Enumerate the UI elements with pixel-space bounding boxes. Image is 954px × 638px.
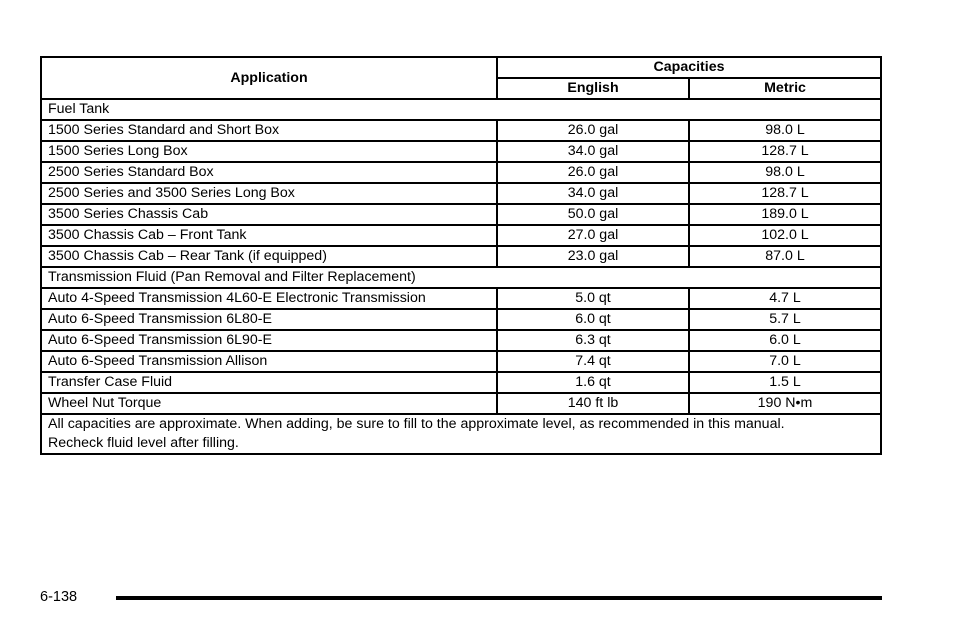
row-metric: 7.0 L <box>689 351 881 372</box>
row-english: 26.0 gal <box>497 120 689 141</box>
row-english: 23.0 gal <box>497 246 689 267</box>
section-row-fuel-tank <box>41 99 881 120</box>
row-english: 7.4 qt <box>497 351 689 372</box>
table-row <box>41 162 881 183</box>
table-row <box>41 141 881 162</box>
row-metric: 128.7 L <box>689 141 881 162</box>
table-row <box>41 288 881 309</box>
table-row <box>41 204 881 225</box>
page-number: 6-138 <box>40 589 78 605</box>
row-metric: 190 N•m <box>689 393 881 414</box>
row-name: 3500 Chassis Cab – Rear Tank (if equipped) <box>41 246 497 267</box>
section-label: Transmission Fluid (Pan Removal and Filter Replacement) <box>41 267 881 288</box>
capacities-note <box>41 414 881 454</box>
row-english: 50.0 gal <box>497 204 689 225</box>
table-row <box>41 246 881 267</box>
row-name: 1500 Series Standard and Short Box <box>41 120 497 141</box>
header-english: English <box>497 78 689 99</box>
table-row <box>41 330 881 351</box>
row-metric: 128.7 L <box>689 183 881 204</box>
header-row-top <box>41 57 881 78</box>
row-name: Auto 6-Speed Transmission 6L90-E <box>41 330 497 351</box>
row-name: 3500 Chassis Cab – Front Tank <box>41 225 497 246</box>
header-capacities: Capacities <box>497 57 881 78</box>
capacities-table <box>40 56 882 455</box>
table-row <box>41 120 881 141</box>
table-row-transfer-case <box>41 372 881 393</box>
row-english: 140 ft lb <box>497 393 689 414</box>
row-metric: 98.0 L <box>689 120 881 141</box>
table-row <box>41 309 881 330</box>
row-english: 5.0 qt <box>497 288 689 309</box>
row-metric: 87.0 L <box>689 246 881 267</box>
row-name: Transfer Case Fluid <box>41 372 497 393</box>
row-name: 2500 Series and 3500 Series Long Box <box>41 183 497 204</box>
row-metric: 189.0 L <box>689 204 881 225</box>
note-line-1: All capacities are approximate. When adding, be sure to fill to the approximate level, as recommended in this manual. <box>48 416 785 432</box>
row-metric: 4.7 L <box>689 288 881 309</box>
row-english: 1.6 qt <box>497 372 689 393</box>
row-metric: 102.0 L <box>689 225 881 246</box>
table-row <box>41 225 881 246</box>
note-line-2: Recheck fluid level after filling. <box>48 435 239 451</box>
row-name: Wheel Nut Torque <box>41 393 497 414</box>
header-metric: Metric <box>689 78 881 99</box>
row-name: 1500 Series Long Box <box>41 141 497 162</box>
table-row <box>41 183 881 204</box>
row-metric: 6.0 L <box>689 330 881 351</box>
row-metric: 1.5 L <box>689 372 881 393</box>
section-row-transmission-fluid <box>41 267 881 288</box>
row-name: Auto 6-Speed Transmission 6L80-E <box>41 309 497 330</box>
table-row-wheel-nut-torque <box>41 393 881 414</box>
row-english: 6.3 qt <box>497 330 689 351</box>
row-metric: 98.0 L <box>689 162 881 183</box>
note-row <box>41 414 881 454</box>
footer-rule <box>116 596 882 600</box>
row-metric: 5.7 L <box>689 309 881 330</box>
row-english: 26.0 gal <box>497 162 689 183</box>
row-name: Auto 6-Speed Transmission Allison <box>41 351 497 372</box>
section-label: Fuel Tank <box>41 99 881 120</box>
row-name: 3500 Series Chassis Cab <box>41 204 497 225</box>
row-english: 34.0 gal <box>497 141 689 162</box>
row-name: 2500 Series Standard Box <box>41 162 497 183</box>
table-row <box>41 351 881 372</box>
row-english: 6.0 qt <box>497 309 689 330</box>
header-application: Application <box>41 57 497 99</box>
row-english: 27.0 gal <box>497 225 689 246</box>
row-name: Auto 4-Speed Transmission 4L60-E Electronic Transmission <box>41 288 497 309</box>
row-english: 34.0 gal <box>497 183 689 204</box>
